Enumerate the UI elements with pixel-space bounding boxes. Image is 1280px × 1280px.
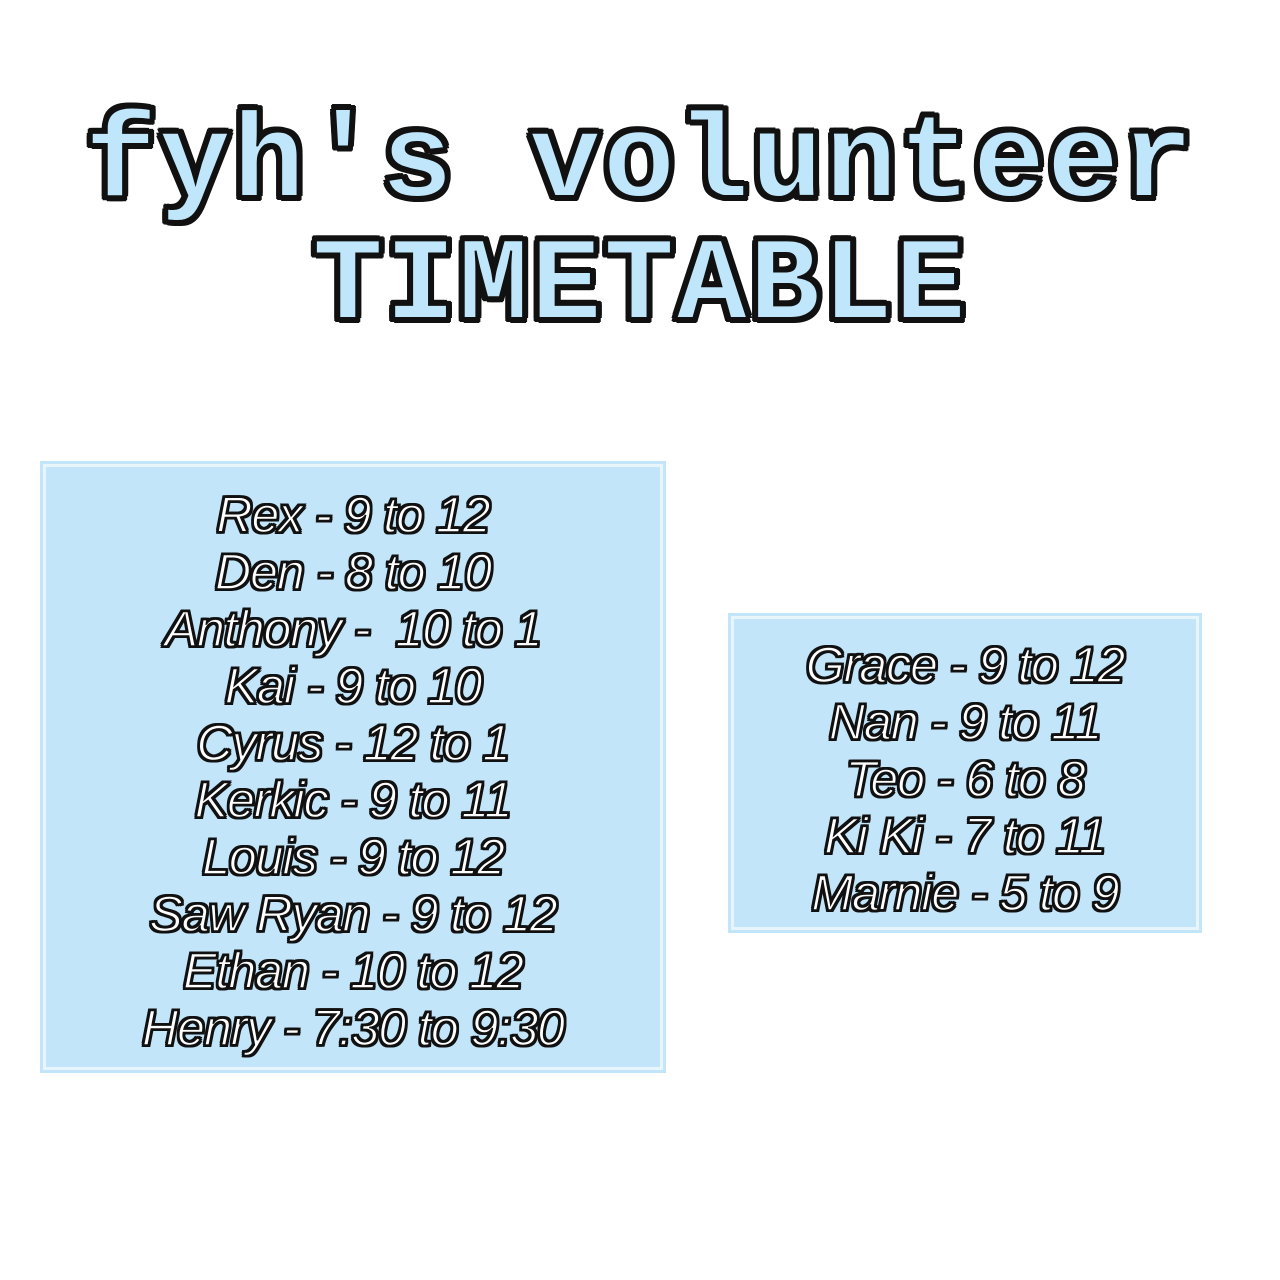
schedule-entry: Ethan - 10 to 12 [183, 943, 523, 999]
schedule-entry: Grace - 9 to 12 [805, 637, 1125, 693]
schedule-entry: Den - 8 to 10 [214, 544, 492, 600]
schedule-entry: Kerkic - 9 to 11 [194, 772, 512, 828]
title-line-1: fyh's volunteer [84, 97, 1196, 233]
schedule-entry: Ki Ki - 7 to 11 [824, 808, 1106, 864]
schedule-entry: Marnie - 5 to 9 [811, 865, 1119, 921]
schedule-panel-right [731, 616, 1199, 930]
schedule-entry: Teo - 6 to 8 [845, 751, 1085, 807]
schedule-panel-left [43, 464, 663, 1070]
schedule-entry: Saw Ryan - 9 to 12 [149, 886, 557, 942]
schedule-entry: Cyrus - 12 to 1 [196, 715, 510, 771]
title-line-2: TIMETABLE [312, 221, 968, 354]
schedule-entry: Nan - 9 to 11 [828, 694, 1102, 750]
schedule-entry: Kai - 9 to 10 [224, 658, 482, 714]
schedule-entry: Louis - 9 to 12 [202, 829, 504, 885]
schedule-entry: Anthony - 10 to 1 [164, 601, 542, 657]
schedule-entry: Rex - 9 to 12 [216, 487, 490, 543]
schedule-entry: Henry - 7:30 to 9:30 [142, 1000, 564, 1056]
